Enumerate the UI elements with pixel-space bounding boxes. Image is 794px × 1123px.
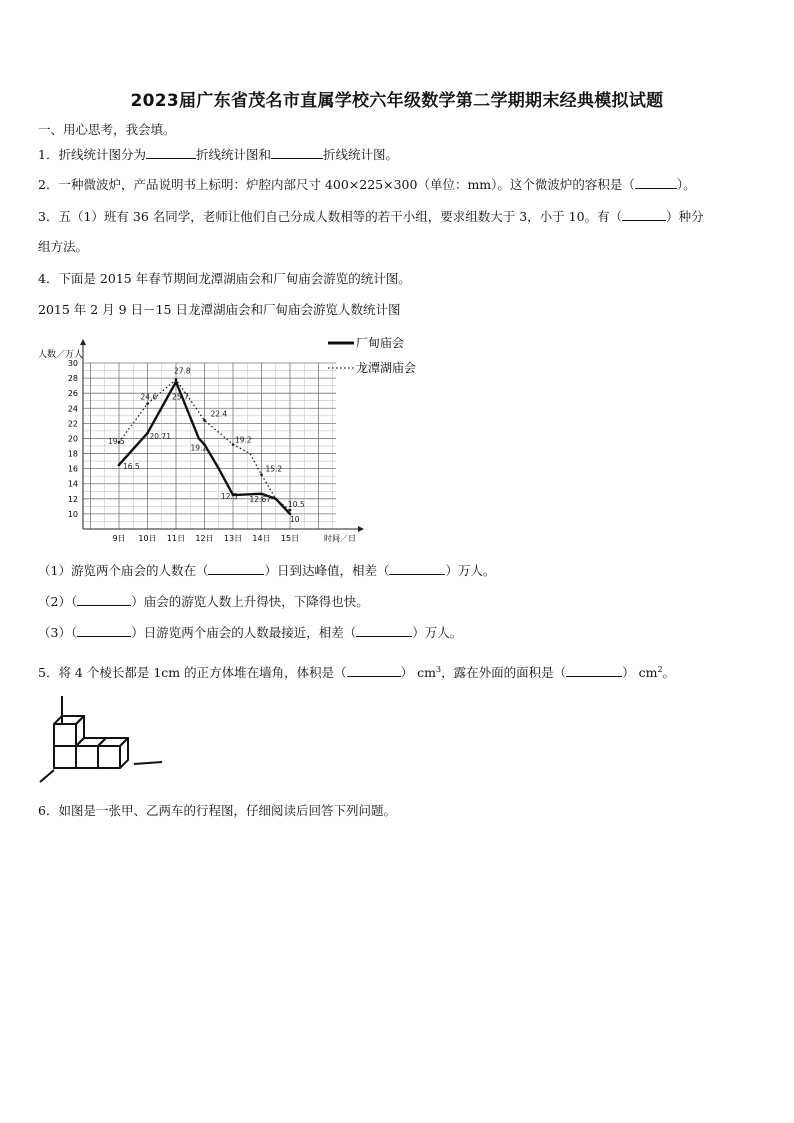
q4-3-blank-2[interactable] [356,624,412,637]
y-tick-label-24: 24 [67,404,78,414]
legend-label-longtanhu: 龙潭湖庙会 [356,361,417,375]
x-tick-label-13: 13日 [223,534,243,543]
y-tick-label-16: 16 [67,464,78,474]
y-tick-label-22: 22 [67,419,78,429]
series-point-changdian-11 [175,381,178,384]
data-label-14-10: 15.2 [265,464,283,474]
q3-text-b: ）种分 [666,209,704,224]
series-point-longtanhu-14 [260,473,263,476]
cube-bottom-3 [98,738,128,768]
q4-3-text-b: ）日游览两个庙会的人数最接近，相差（ [131,625,357,640]
data-label-9-0: 16.5 [123,461,140,471]
q5-unit-volume: cm [417,665,436,681]
question-4 [38,270,411,288]
q5-unit-area-exponent: 2 [657,665,663,674]
question-3-continued [38,238,88,256]
q2-blank[interactable] [635,176,677,189]
question-3 [38,208,704,226]
x-tick-label-15: 15日 [280,534,300,543]
q1-blank-1[interactable] [146,146,196,159]
q4-3-blank-1[interactable] [77,624,131,637]
data-label-15-12: 10.5 [288,500,305,510]
series-point-longtanhu-10 [146,402,149,405]
series-point-longtanhu-12 [203,419,206,422]
q4-3-text-a: （3）（ [38,625,78,640]
data-label-9-1: 19.5 [108,437,125,447]
series-point-longtanhu-15 [289,509,292,512]
y-tick-label-18: 18 [67,449,78,459]
q5-text-a: 5．将 4 个棱长都是 1cm 的正方体堆在墙角，体积是（ [38,665,347,681]
q5-blank-2[interactable] [566,664,622,677]
series-point-longtanhu-13 [232,443,235,446]
x-axis-label: 时间／日 [324,534,356,543]
series-point-changdian-9 [118,464,121,467]
data-label-13-9: 12.5 [221,492,238,502]
section-heading-text: 一、用心思考，我会填。 [38,122,176,137]
x-tick-labels [112,534,299,543]
y-tick-label-12: 12 [67,494,78,504]
q1-text-a: 1．折线统计图分为 [38,147,146,162]
question-6 [38,802,396,820]
data-label-11-4: 27.8 [174,366,191,376]
q5-text-d: ） [622,665,635,681]
q4-text: 4．下面是 2015 年春节期间龙潭湖庙会和厂甸庙会游览的统计图。 [38,271,411,286]
q4-3-text-c: ）万人。 [412,625,463,640]
q4-2-blank[interactable] [77,593,131,606]
temple-fair-visitors-chart [36,333,426,551]
question-4-3 [38,624,462,642]
chart-legend [328,335,416,375]
chart-caption-text: 2015 年 2 月 9 日－15 日龙潭湖庙会和厂甸庙会游览人数统计图 [38,302,401,317]
question-1 [38,146,398,164]
y-tick-label-26: 26 [67,389,78,399]
q4-2-text-b: ）庙会的游览人数上升得快，下降得也快。 [131,594,369,609]
question-2 [38,176,696,194]
q5-blank-1[interactable] [347,664,401,677]
question-4-2 [38,593,369,611]
q5-text-e: 。 [662,665,676,681]
floor-right-edge [134,762,162,764]
q2-text-a: 2．一种微波炉，产品说明书上标明：炉腔内部尺寸 400×225×300（单位：mm）。这个微波炉的容积是（ [38,177,635,192]
q5-text-b: ） [400,665,414,681]
legend-label-changdian: 厂甸庙会 [356,336,405,350]
q3-text-a: 3．五（1）班有 36 名同学，老师让他们自己分成人数相等的若干小组，要求组数大于 3，小于 10。有（ [38,209,623,224]
y-tick-label-10: 10 [67,509,78,519]
q3-blank[interactable] [622,208,666,221]
y-tick-label-14: 14 [67,479,78,489]
q4-1-blank-2[interactable] [389,562,445,575]
q2-text-b: ）。 [676,177,696,192]
data-label-12-7: 19.2 [190,443,208,453]
y-axis-arrow [80,339,86,345]
x-axis-arrow [358,526,364,532]
data-label-11-5: 25.7 [172,392,189,402]
series-point-changdian-10 [146,432,149,435]
floor-left-edge [40,770,54,782]
data-label-10-2: 24.6 [140,392,158,402]
q1-text-b: 折线统计图和 [195,147,271,162]
x-tick-label-10: 10日 [138,534,157,543]
page-title: 2023届广东省茂名市直属学校六年级数学第二学期期末经典模拟试题 [130,91,664,111]
q4-1-text-b: ）日到达峰值，相差（ [264,563,390,578]
y-tick-label-30: 30 [67,359,78,368]
data-label-14-11: 12.67 [249,494,271,504]
cubes-in-corner-figure [36,692,166,788]
question-5 [38,661,675,682]
q4-2-text-a: （2）（ [38,594,78,609]
q6-text: 6．如图是一张甲、乙两车的行程图，仔细阅读后回答下列问题。 [38,803,396,818]
q5-unit-volume-exponent: 3 [435,665,442,674]
x-tick-label-11: 11日 [166,534,186,543]
y-tick-labels [68,359,78,519]
x-tick-label-14: 14日 [252,534,271,543]
question-4-1 [38,562,496,580]
q4-1-text-a: （1）游览两个庙会的人数在（ [38,563,209,578]
y-axis-label: 人数／万人 [38,350,84,360]
series-point-longtanhu-11 [175,378,178,381]
q1-blank-2[interactable] [271,146,323,159]
q3-text-c: 组方法。 [38,239,89,254]
data-label-12-6: 22.4 [210,409,228,419]
q5-text-c: ，露在外面的面积是（ [441,665,567,681]
x-tick-label-12: 12日 [195,534,214,543]
x-tick-label-9: 9日 [112,534,126,543]
section-heading [38,121,176,139]
data-label-10-3: 20.71 [149,432,171,442]
chart-caption [38,301,400,319]
y-tick-label-20: 20 [67,434,78,444]
data-label-13-8: 19.2 [235,435,252,445]
y-tick-label-28: 28 [67,374,78,384]
cube-bottom-1 [54,746,76,768]
q1-text-c: 折线统计图。 [322,147,398,162]
data-label-15-13: 10 [290,514,300,524]
q4-1-text-c: ）万人。 [445,563,496,578]
q5-unit-area: cm [638,665,658,681]
q4-1-blank-1[interactable] [208,562,264,575]
